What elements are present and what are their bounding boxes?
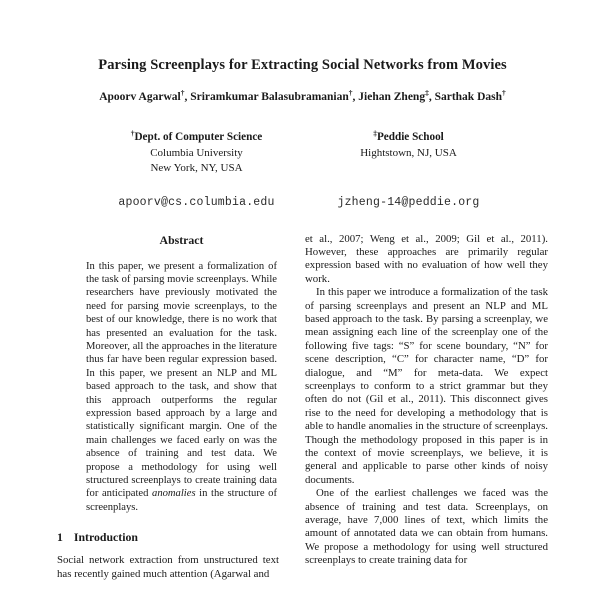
affiliations-row [91,130,515,177]
section-1-heading [57,530,279,544]
two-column-body [57,233,548,582]
author-3-name: Jiehan Zheng [358,91,426,103]
section-1-number: 1 [57,530,63,545]
affiliation-columbia [91,130,303,177]
introduction-paragraph-1: Social network extraction from unstructured text has recently gained much attention (Agarwal and [57,554,279,580]
author-separator: , [184,91,191,103]
author-4-affiliation-mark: † [502,88,506,98]
author-2 [190,88,359,103]
affiliation-columbia-line2: Columbia University [150,146,243,159]
abstract-heading: Abstract [159,232,204,247]
abstract-text [86,260,277,515]
affiliation-columbia-institution: †Dept. of Computer Science [130,128,263,143]
email-peddie: jzheng-14@peddie.org [337,195,480,209]
affiliation-peddie-mark: ‡ [373,128,377,138]
emails-row [91,196,515,209]
author-2-affiliation-mark: † [348,88,353,98]
affiliation-columbia-mark: † [130,128,135,138]
author-separator: , [428,91,435,103]
author-4 [434,88,506,103]
left-column [57,233,279,582]
right-column-paragraph-2: In this paper we introduce a formalization of the task of parsing screenplays and present an NLP and ML based approach to the task. By parsing a screenplay, we mean assigning each line of the screenplay one of the following five tags: “S” for scene boundary, “N” for scene description, “C” for character name, “D” for dialogue, and “M” for meta-data. We expect screenplays to conform to a strict grammar but they often do not (Gil et al., 2011). This disconnect gives rise to the need for developing a methodology that is able to handle anomalies in the structure of screenplays. Though the methodology proposed in this paper is in the context of movie screenplays, we believe, it is general and applicable to parse other kinds of noisy documents. [305,286,548,486]
author-1 [99,88,191,103]
abstract-section [86,233,277,515]
affiliation-peddie-line2: Hightstown, NJ, USA [360,146,457,159]
author-2-name: Sriramkumar Balasubramanian [190,91,349,103]
author-3 [358,88,435,103]
author-1-name: Apoorv Agarwal [99,91,181,103]
affiliation-columbia-line3: New York, NY, USA [150,162,243,174]
author-4-name: Sarthak Dash [434,91,503,103]
author-line [57,90,548,104]
abstract-text-after-italic: in the structure of screenplays. [86,488,278,513]
email-columbia: apoorv@cs.columbia.edu [118,195,275,209]
paper-title: Parsing Screenplays for Extracting Social Networks from Movies [98,57,507,73]
right-column [305,233,548,582]
right-column-paragraph-3: One of the earliest challenges we faced was the absence of training and test data. Screenplays, on average, have 7,000 lines of text, which limits the amount of annotated data we can obtain from humans. We propose a methodology for using well structured screenplays to create training data for [305,487,548,567]
author-3-affiliation-mark: ‡ [425,88,429,98]
abstract-italic-word: anomalies [152,488,196,500]
abstract-text-before-italic: In this paper, we present a formalization of the task of parsing movie screenplays. While researchers have previously motivated the need for parsing movie screenplays, to the best of our knowledge, there is no work that has presented an evaluation for the task. Moreover, all the approaches in the literature thus far have been regular expression based. In this paper, we present an NLP and ML based approach to the task, and show that this approach outperforms the regular expression based approach by a large and statistically significant margin. One of the main challenges we faced early on was the absence of training and test data. We propose a methodology for using well structured screenplays to create training data for anticipated [86,260,277,500]
affiliation-peddie-institution: ‡Peddie School [373,128,444,143]
affiliation-peddie [303,130,515,177]
right-column-paragraph-1: et al., 2007; Weng et al., 2009; Gil et al., 2011). However, these approaches are primarily regular expression based with no evaluation of how well they work. [305,232,548,285]
section-1-title: Introduction [73,530,138,545]
author-1-affiliation-mark: † [180,88,185,98]
author-separator: , [352,91,359,103]
